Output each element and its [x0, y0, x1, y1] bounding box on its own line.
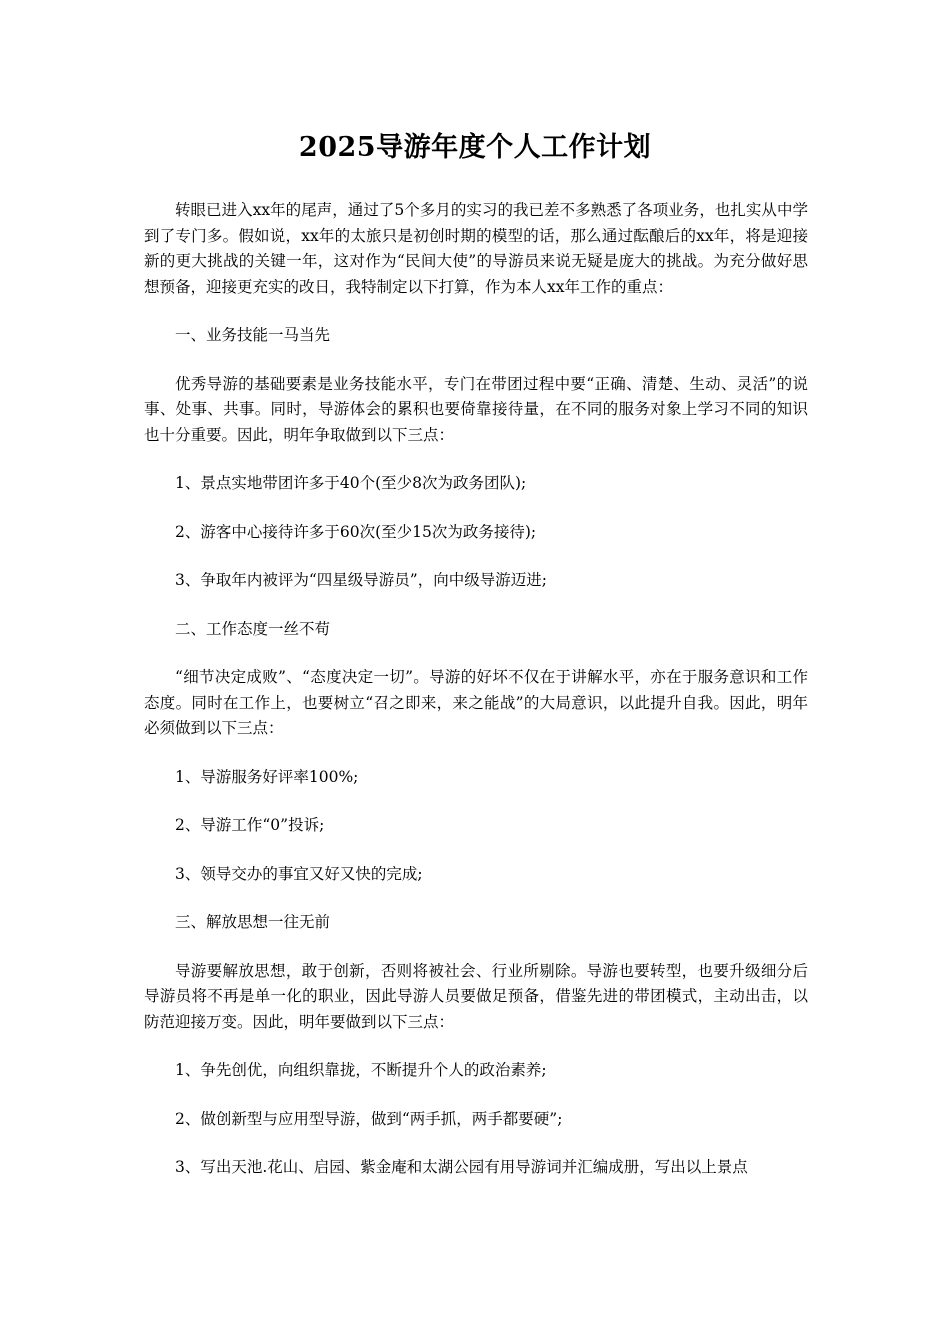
section-3-item-2: 2、做创新型与应用型导游，做到“两手抓，两手都要硬”; [175, 1109, 563, 1128]
section-2-paragraph: “细节决定成败”、“态度决定一切”。导游的好坏不仅在于讲解水平，亦在于服务意识和工作态度。同时在工作上，也要树立“召之即来，来之能战”的大局意识，以此提升自我。因此，明年必须做到以下三点： [144, 668, 808, 737]
document-body [144, 198, 808, 1181]
section-3-item-1: 1、争先创优，向组织靠拢，不断提升个人的政治素养; [175, 1061, 547, 1079]
section-1-item-3: 3、争取年内被评为“四星级导游员”，向中级导游迈进; [175, 571, 547, 589]
section-3-paragraph: 导游要解放思想，敢于创新，否则将被社会、行业所剔除。导游也要转型，也要升级细分后导游员将不再是单一化的职业，因此导游人员要做足预备，借鉴先进的带团模式，主动出击，以防范迎接万变。因此，明年要做到以下三点： [144, 961, 808, 1031]
section-heading-2: 二、工作态度一丝不苟 [175, 619, 331, 638]
section-3-item-3: 3、写出天池.花山、启园、紫金庵和太湖公园有用导游词并汇编成册，写出以上景点 [175, 1158, 748, 1176]
section-heading-1: 一、业务技能一马当先 [175, 326, 331, 344]
section-2-item-1: 1、导游服务好评率100%; [175, 767, 359, 786]
section-2-item-3: 3、领导交办的事宜又好又快的完成; [175, 864, 423, 883]
section-1-paragraph: 优秀导游的基础要素是业务技能水平，专门在带团过程中要“正确、清楚、生动、灵活”的说事、处事、共事。同时，导游体会的累积也要倚靠接待量，在不同的服务对象上学习不同的知识也十分重要。因此，明年争取做到以下三点： [144, 374, 808, 444]
section-heading-3: 三、解放思想一往无前 [175, 913, 331, 931]
section-1-item-1: 1、景点实地带团许多于40个(至少8次为政务团队); [175, 474, 527, 492]
section-1-item-2: 2、游客中心接待许多于60次(至少15次为政务接待); [175, 522, 537, 541]
section-2-item-2: 2、导游工作“0”投诉; [175, 816, 325, 834]
intro-paragraph: 转眼已进入xx年的尾声，通过了5个多月的实习的我已差不多熟悉了各项业务，也扎实从中学到了专门多。假如说，xx年的太旅只是初创时期的模型的话，那么通过酝酿后的xx年，将是迎接新的更大挑战的关键一年，这对作为“民间大使”的导游员来说无疑是庞大的挑战。为充分做好思想预备，迎接更充实的改日，我特制定以下打算，作为本人xx年工作的重点： [144, 201, 808, 296]
document-title: 2025导游年度个人工作计划 [298, 132, 652, 163]
